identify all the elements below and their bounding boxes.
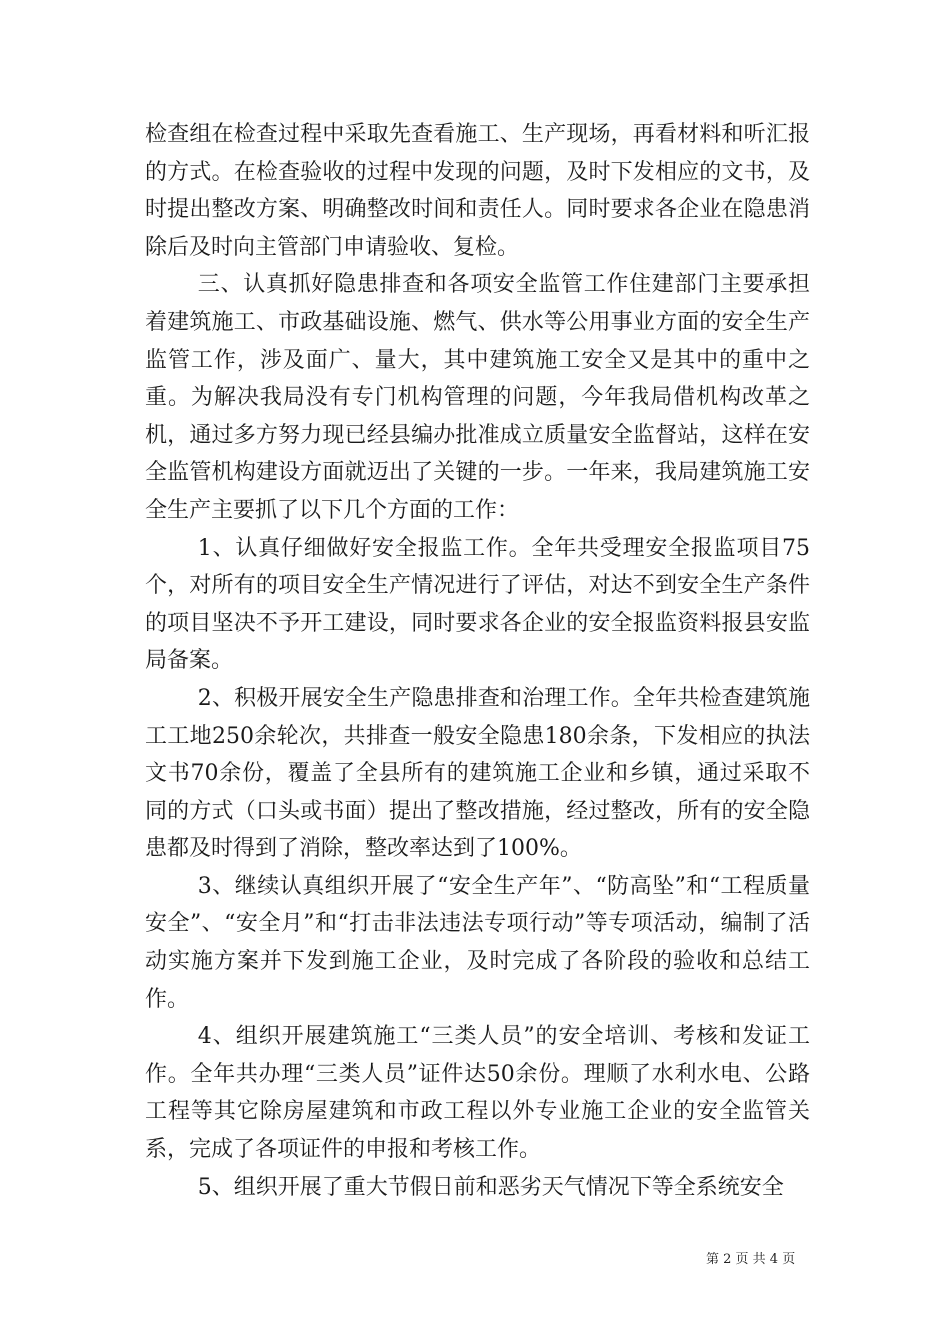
paragraph-7: 5、组织开展了重大节假日前和恶劣天气情况下等全系统安全: [197, 1174, 784, 1200]
paragraph-1: 检查组在检查过程中采取先查看施工、生产现场，再看材料和听汇报的方式。在检查验收的过程中发现的问题，及时下发相应的文书，及时提出整改方案、明确整改时间和责任人。同时要求各企业在隐患消除后及时向主管部门申请验收、复检。: [145, 122, 810, 260]
paragraph-5: 3、继续认真组织开展了“安全生产年”、“防高坠”和“工程质量安全”、“安全月”和“打击非法违法专项行动”等专项活动，编制了活动实施方案并下发到施工企业，及时完成了各阶段的验收和总结工作。: [145, 873, 810, 1012]
paragraph-4: 2、积极开展安全生产隐患排查和治理工作。全年共检查建筑施工工地250余轮次，共排查一般安全隐患180余条，下发相应的执法文书70余份，覆盖了全县所有的建筑施工企业和乡镇，通过采取不同的方式（口头或书面）提出了整改措施，经过整改，所有的安全隐患都及时得到了消除，整改率达到了100%。: [145, 685, 811, 862]
paragraph-2: 三、认真抓好隐患排查和各项安全监管工作住建部门主要承担着建筑施工、市政基础设施、燃气、供水等公用事业方面的安全生产监管工作，涉及面广、量大，其中建筑施工安全又是其中的重中之重。为解决我局没有专门机构管理的问题，今年我局借机构改革之机，通过多方努力现已经县编办批准成立质量安全监督站，这样在安全监管机构建设方面就迈出了关键的一步。一年来，我局建筑施工安全生产主要抓了以下几个方面的工作：: [145, 272, 810, 523]
document-body: [145, 116, 810, 1206]
page-number-footer: 第 2 页 共 4 页: [706, 1252, 796, 1267]
paragraph-3: 1、认真仔细做好安全报监工作。全年共受理安全报监项目75个，对所有的项目安全生产情况进行了评估，对达不到安全生产条件的项目坚决不予开工建设，同时要求各企业的安全报监资料报县安监局备案。: [145, 535, 810, 674]
paragraph-6: 4、组织开展建筑施工“三类人员”的安全培训、考核和发证工作。全年共办理“三类人员”证件达50余份。理顺了水利水电、公路工程等其它除房屋建筑和市政工程以外专业施工企业的安全监管关系，完成了各项证件的申报和考核工作。: [145, 1024, 810, 1163]
